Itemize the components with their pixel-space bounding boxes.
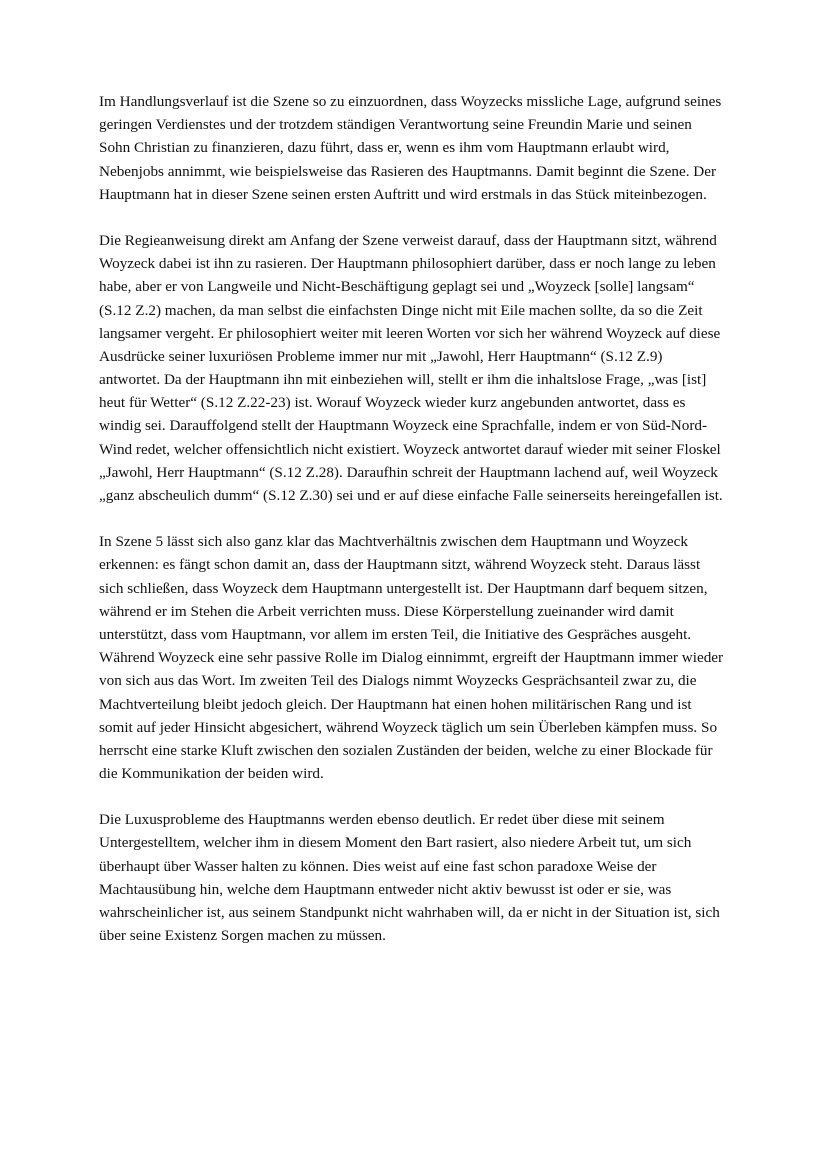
text-line: Machtausübung hin, welche dem Hauptmann entweder nicht aktiv bewusst ist oder er sie, was [99,880,672,898]
text-line: Während Woyzeck eine sehr passive Rolle im Dialog einnimmt, ergreift der Hauptmann immer wieder [99,649,724,667]
text-line: Untergestelltem, welcher ihm in diesem Moment den Bart rasiert, also niedere Arbeit tut, um sich [99,834,692,852]
text-line: heut für Wetter“ (S.12 Z.22-23) ist. Worauf Woyzeck wieder kurz angebunden antwortet, dass es [99,394,686,412]
text-line: Machtverteilung bleibt jedoch gleich. Der Hauptmann hat einen hohen militärischen Rang und ist [99,695,692,713]
paragraph-2 [99,229,731,507]
text-line: erkennen: es fängt schon damit an, dass der Hauptmann sitzt, während Woyzeck steht. Daraus lässt [99,556,701,574]
text-line: unterstützt, dass vom Hauptmann, vor allem im ersten Teil, die Initiative des Gespräches ausgeht. [99,625,692,643]
text-line: Die Regieanweisung direkt am Anfang der Szene verweist darauf, dass der Hauptmann sitzt, während [99,231,717,249]
text-line: Die Luxusprobleme des Hauptmanns werden ebenso deutlich. Er redet über diese mit seinem [99,811,665,829]
text-line: während er im Stehen die Arbeit verrichten muss. Diese Körperstellung zueinander wird damit [99,602,674,620]
text-line: Im Handlungsverlauf ist die Szene so zu einzuordnen, dass Woyzecks missliche Lage, aufgrund seines [99,93,722,110]
text-line: Woyzeck dabei ist ihn zu rasieren. Der Hauptmann philosophiert darüber, dass er noch lange zu leben [99,255,716,273]
text-line: antwortet. Da der Hauptmann ihn mit einbeziehen will, stellt er ihm die inhaltslose Frage, „was [ist] [99,371,707,389]
text-line: somit auf jeder Hinsicht abgesichert, während Woyzeck täglich um sein Überleben kämpfen muss. So [99,718,718,736]
document-body [99,90,731,970]
text-line: geringen Verdienstes und der trotzdem ständigen Verantwortung seine Freundin Marie und seinen [99,116,692,134]
text-line: „Jawohl, Herr Hauptmann“ (S.12 Z.28). Daraufhin schreit der Hauptmann lachend auf, weil Woyzeck [99,463,718,481]
text-line: Hauptmann hat in dieser Szene seinen ersten Auftritt und wird erstmals in das Stück miteinbezogen. [99,185,707,203]
text-line: Ausdrücke seiner luxuriösen Probleme immer nur mit „Jawohl, Herr Hauptmann“ (S.12 Z.9) [99,347,663,365]
text-line: habe, aber er von Langweile und Nicht-Beschäftigung geplagt sei und „Woyzeck [solle] langsam“ [99,278,695,296]
text-line: die Kommunikation der beiden wird. [99,765,324,783]
text-line: windig sei. Darauffolgend stellt der Hauptmann Woyzeck eine Sprachfalle, indem er von Süd-Nord- [99,417,708,435]
text-line: von sich aus das Wort. Im zweiten Teil des Dialogs nimmt Woyzecks Gesprächsanteil zwar zu, die [99,672,697,690]
text-line: Sohn Christian zu finanzieren, dazu führt, dass er, wenn es ihm vom Hauptmann erlaubt wird, [99,139,670,157]
text-line: „ganz abscheulich dumm“ (S.12 Z.30) sei und er auf diese einfache Falle seinerseits hereingefallen ist. [99,487,723,504]
text-line: sich schließen, dass Woyzeck dem Hauptmann untergestellt ist. Der Hauptmann darf bequem sitzen, [99,579,708,597]
text-line: über seine Existenz Sorgen machen zu müssen. [99,927,386,945]
text-line: In Szene 5 lässt sich also ganz klar das Machtverhältnis zwischen dem Hauptmann und Woyzeck [99,533,688,551]
paragraph-4 [99,808,731,947]
paragraph-3 [99,530,731,785]
text-line: Wind redet, welcher offensichtlich nicht existiert. Woyzeck antwortet darauf wieder mit seiner Floskel [99,440,721,458]
text-line: (S.12 Z.2) machen, da man selbst die einfachsten Dinge nicht mit Eile machen sollte, da so die Zeit [99,301,703,319]
text-line: herrscht eine starke Kluft zwischen den sozialen Zuständen der beiden, welche zu einer Blockade für [99,741,713,759]
paragraph-1 [99,90,731,206]
text-line: Nebenjobs annimmt, wie beispielsweise das Rasieren des Hauptmanns. Damit beginnt die Szene. Der [99,162,717,180]
text-line: langsamer vergeht. Er philosophiert weiter mit leeren Worten vor sich her während Woyzeck auf diese [99,324,721,342]
text-line: überhaupt über Wasser halten zu können. Dies weist auf eine fast schon paradoxe Weise der [99,857,657,875]
text-line: wahrscheinlicher ist, aus seinem Standpunkt nicht wahrhaben will, da er nicht in der Situation ist, sich [99,904,720,921]
